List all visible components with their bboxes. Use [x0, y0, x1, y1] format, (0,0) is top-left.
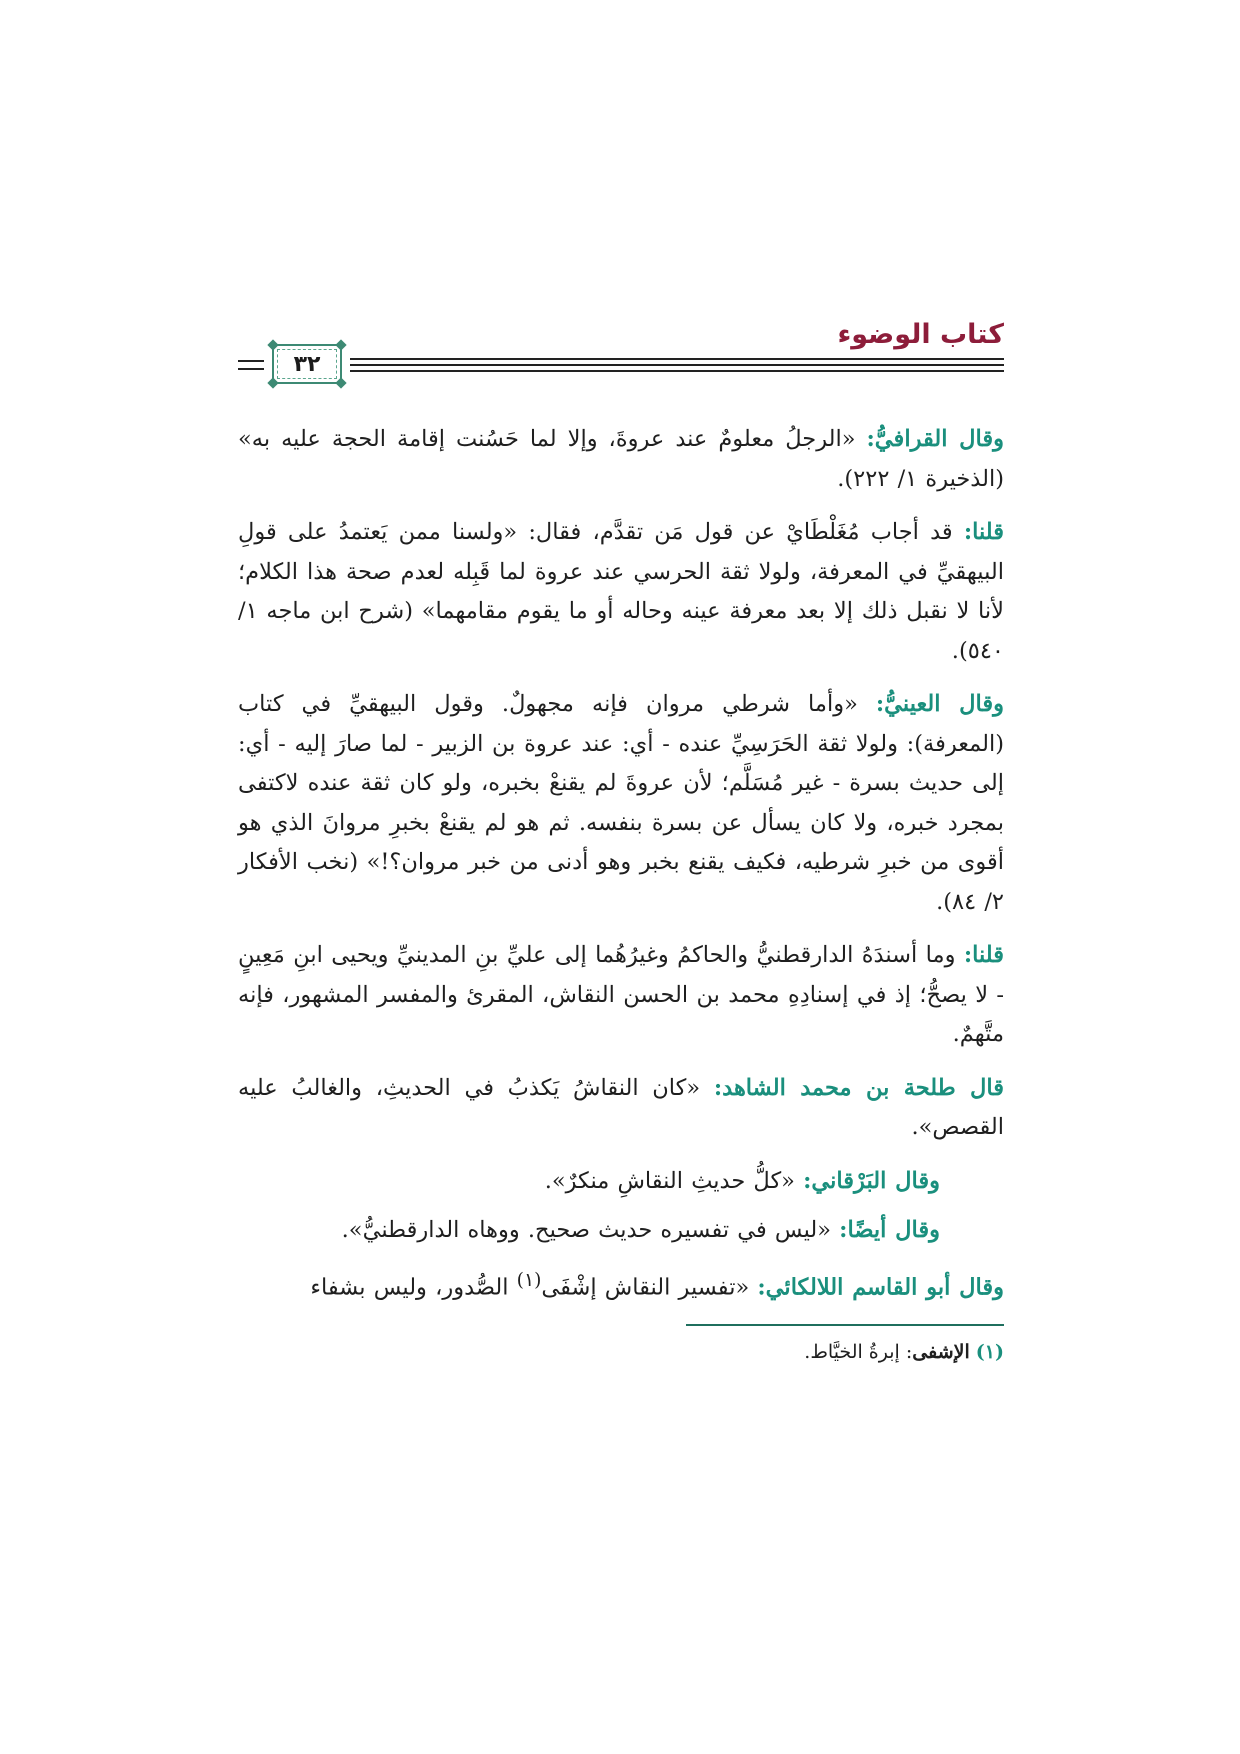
header-rule	[350, 358, 1004, 360]
speaker-name: قلنا:	[963, 519, 1004, 545]
paragraph	[238, 1211, 1004, 1251]
header-rule	[238, 368, 264, 370]
speaker-name: وقال البَرْقاني:	[803, 1167, 940, 1194]
speaker-name: وقال العينيُّ:	[875, 691, 1004, 717]
page-number: ٣٢	[293, 351, 321, 377]
footnote-reference: (١)	[516, 1269, 542, 1291]
footnote-definition: : إبرةُ الخيَّاط.	[804, 1340, 913, 1363]
paragraph-text: «الرجلُ معلومٌ عند عروةَ، وإلا لما حَسُنت إقامة الحجة عليه به» (الذخيرة ١/ ٢٢٢).	[238, 426, 1004, 492]
paragraph	[238, 513, 1004, 671]
paragraph	[238, 936, 1004, 1055]
header-rule	[238, 360, 264, 362]
book-title: كتاب الوضوء	[837, 319, 1004, 350]
ornament-icon	[267, 339, 278, 350]
paragraph-text: قد أجاب مُغَلْطَايْ عن قول مَن تقدَّم، فقال: «ولسنا ممن يَعتمدُ على قولِ البيهقيِّ في المعرفة، ولولا ثقة الحرسي عند عروة لما قَبِله لعدم صحة هذا الكلام؛ لأنا لا نقبل ذلك إلا بعد معرفة عينه وحاله أو ما يقوم مقامهما» (شرح ابن ماجه ١/ ٥٤٠).	[238, 519, 1004, 664]
paragraph-text: «وأما شرطي مروان فإنه مجهولٌ. وقول البيهقيِّ في كتاب (المعرفة): ولولا ثقة الحَرَسِيِّ عنده - أي: عند عروة بن الزبير - لما صارَ إليه - أي: إلى حديث بسرة - غير مُسَلَّم؛ لأن عروةَ لم يقنعْ بخبره، ولو كان ثقة عنده لاكتفى بمجرد خبره، ولا كان يسأل عن بسرة بنفسه. ثم هو لم يقنعْ بخبرِ مروانَ الذي هو أقوى من خبرِ شرطيه، فكيف يقنع بخبر وهو أدنى من خبر مروان؟!» (نخب الأفكار ٢/ ٨٤).	[238, 691, 1004, 915]
header-rule	[350, 364, 1004, 366]
paragraph-text: «ليس في تفسيره حديث صحيح. ووهاه الدارقطنيُّ».	[341, 1217, 840, 1243]
ornament-icon	[335, 377, 346, 388]
ornament-icon	[335, 339, 346, 350]
book-page	[238, 318, 1004, 1366]
speaker-name: قلنا:	[963, 942, 1004, 968]
paragraph	[238, 685, 1004, 922]
speaker-name: وقال القرافيُّ:	[866, 426, 1004, 452]
paragraph-text: وما أسندَهُ الدارقطنيُّ والحاكمُ وغيرُهُما إلى عليِّ بنِ المدينيِّ ويحيى ابنِ مَعِينٍ - لا يصحُّ؛ إذ في إسنادِهِ محمد بن الحسن النقاش، المقرئ والمفسر المشهور، فإنه متَّهمٌ.	[238, 942, 1004, 1047]
footnote-term: الإشفى	[912, 1340, 970, 1363]
paragraph-text: «تفسير النقاش إشْفَى	[541, 1274, 758, 1300]
footnote	[238, 1338, 1004, 1366]
ornament-icon	[267, 377, 278, 388]
paragraph	[238, 420, 1004, 499]
speaker-name: وقال أبو القاسم اللالكائي:	[757, 1274, 1004, 1300]
header-rule	[350, 370, 1004, 372]
page-header	[238, 318, 1004, 388]
paragraph-text: «كان النقاشُ يَكذبُ في الحديثِ، والغالبُ عليه القصص».	[238, 1074, 1004, 1140]
paragraph	[238, 1162, 1004, 1202]
footnote-divider	[686, 1324, 1004, 1326]
speaker-name: قال طلحة بن محمد الشاهد:	[713, 1074, 1004, 1101]
paragraph-text: «كلُّ حديثِ النقاشِ منكرٌ».	[544, 1167, 804, 1194]
footnote-number: (١)	[975, 1340, 1004, 1363]
paragraph-text: الصُّدور، وليس بشفاء	[310, 1274, 517, 1300]
page-number-frame	[272, 344, 342, 384]
speaker-name: وقال أيضًا:	[839, 1217, 940, 1243]
paragraph	[238, 1261, 1004, 1308]
paragraph	[238, 1069, 1004, 1148]
page-body	[238, 420, 1004, 1308]
